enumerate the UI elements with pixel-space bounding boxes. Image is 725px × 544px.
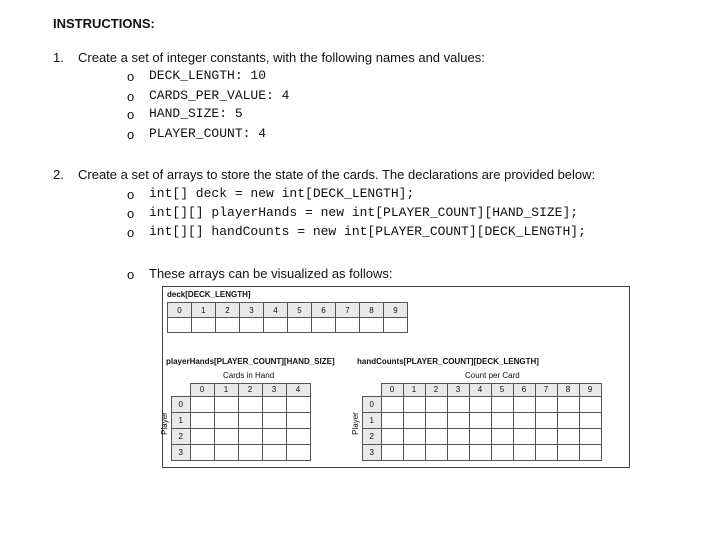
player-index: 2 [172,428,191,444]
bullet: o [127,187,135,202]
bullet: o [127,267,135,282]
bullet: o [127,69,135,84]
player-axis-label: Player [159,412,169,435]
deck-index: 6 [312,303,336,318]
hands-title: playerHands[PLAYER_COUNT][HAND_SIZE] [166,357,335,366]
constant-cards-per-value: CARDS_PER_VALUE: 4 [149,88,290,103]
deck-index: 1 [192,303,216,318]
hand-index: 2 [238,384,262,397]
constant-hand-size: HAND_SIZE: 5 [149,106,243,121]
visualization-intro: These arrays can be visualized as follows: [149,266,393,281]
count-index: 5 [491,384,513,397]
deck-index: 4 [264,303,288,318]
page-title: INSTRUCTIONS: [53,16,155,31]
deck-array [167,302,408,333]
declaration-deck: int[] deck = new int[DECK_LENGTH]; [149,186,415,201]
count-index: 4 [469,384,491,397]
declaration-player-hands: int[][] playerHands = new int[PLAYER_COUNT][HAND_SIZE]; [149,205,579,220]
bullet: o [127,206,135,221]
counts-title: handCounts[PLAYER_COUNT][DECK_LENGTH] [357,357,539,366]
arrays-figure [159,286,630,468]
player-hands-array [171,383,311,461]
deck-index: 0 [168,303,192,318]
player-index: 2 [363,428,382,444]
count-index: 6 [513,384,535,397]
bullet: o [127,89,135,104]
deck-index: 5 [288,303,312,318]
bullet: o [127,127,135,142]
player-index: 3 [363,444,382,460]
player-index: 0 [172,396,191,412]
player-axis-label: Player [350,412,360,435]
hand-index: 4 [286,384,310,397]
counts-subtitle: Count per Card [465,371,520,380]
constant-deck-length: DECK_LENGTH: 10 [149,68,267,83]
step2-number: 2. [53,167,64,182]
constant-player-count: PLAYER_COUNT: 4 [149,126,267,141]
count-index: 3 [447,384,469,397]
bullet: o [127,225,135,240]
declaration-hand-counts: int[][] handCounts = new int[PLAYER_COUNT][DECK_LENGTH]; [149,224,586,239]
count-index: 8 [557,384,579,397]
bullet: o [127,107,135,122]
player-index: 1 [363,412,382,428]
player-index: 0 [363,396,382,412]
count-index: 1 [403,384,425,397]
deck-title: deck[DECK_LENGTH] [167,290,251,299]
hands-subtitle: Cards in Hand [223,371,275,380]
step2-text: Create a set of arrays to store the state of the cards. The declarations are provided below: [78,167,596,182]
hand-index: 1 [214,384,238,397]
hand-index: 3 [262,384,286,397]
hand-counts-array [362,383,602,461]
count-index: 0 [381,384,403,397]
player-index: 1 [172,412,191,428]
deck-index: 8 [360,303,384,318]
count-index: 2 [425,384,447,397]
count-index: 9 [579,384,601,397]
deck-index: 9 [384,303,408,318]
player-index: 3 [172,444,191,460]
step1-number: 1. [53,50,64,65]
hand-index: 0 [190,384,214,397]
deck-index: 3 [240,303,264,318]
step1-text: Create a set of integer constants, with the following names and values: [78,50,485,65]
count-index: 7 [535,384,557,397]
deck-index: 2 [216,303,240,318]
deck-index: 7 [336,303,360,318]
